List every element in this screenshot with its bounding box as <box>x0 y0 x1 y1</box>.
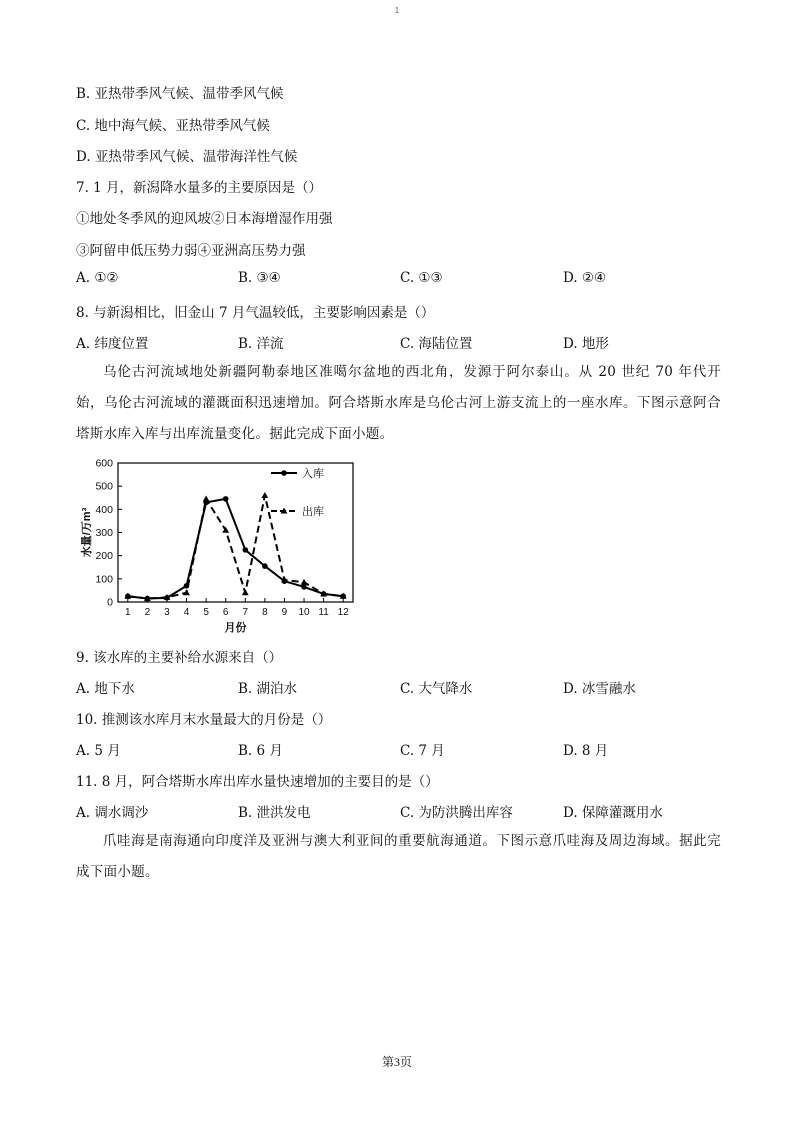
q7-statements-2: ③阿留申低压势力弱④亚洲高压势力强 <box>76 243 306 259</box>
q9-option-a: A. 地下水 <box>76 681 135 697</box>
q10-option-c: C. 7 月 <box>400 743 445 759</box>
legend-label-0: 入库 <box>302 468 324 480</box>
series-1-point <box>203 496 210 502</box>
y-tick-label: 400 <box>95 503 113 516</box>
q11-option-b: B. 泄洪发电 <box>238 805 311 821</box>
x-tick-label: 4 <box>183 607 190 618</box>
series-0-point <box>262 563 268 569</box>
q10-option-a: A. 5 月 <box>76 743 121 759</box>
q10-option-d: D. 8 月 <box>563 743 609 759</box>
q8-option-b: B. 洋流 <box>238 336 284 352</box>
q11-option-a: A. 调水调沙 <box>76 805 149 821</box>
q6-option-c: C. 地中海气候、亚热带季风气候 <box>76 118 270 134</box>
q11-option-c: C. 为防洪腾出库容 <box>400 805 513 821</box>
x-tick-label: 7 <box>242 607 249 618</box>
page-number: 第3页 <box>381 1055 412 1069</box>
x-axis-label: 月份 <box>224 622 247 634</box>
q7-option-a: A. ①② <box>76 270 119 286</box>
y-tick-label: 100 <box>95 573 113 586</box>
q10-option-b: B. 6 月 <box>238 743 283 759</box>
y-tick-label: 500 <box>95 480 113 493</box>
x-tick-label: 2 <box>144 607 151 618</box>
q8-option-c: C. 海陆位置 <box>400 336 473 352</box>
q11-option-d: D. 保障灌溉用水 <box>563 805 663 821</box>
series-1-point <box>242 589 249 595</box>
y-axis-label: 水量/万m³ <box>81 507 93 558</box>
plot-frame <box>118 463 353 602</box>
x-tick-label: 6 <box>222 607 229 618</box>
q7-option-b: B. ③④ <box>238 270 281 286</box>
x-tick-label: 3 <box>164 607 170 618</box>
x-tick-label: 9 <box>281 607 288 618</box>
y-tick-label: 600 <box>95 457 113 470</box>
legend-marker-0 <box>281 470 287 476</box>
q6-option-d: D. 亚热带季风气候、温带海洋性气候 <box>76 149 298 165</box>
x-tick-label: 1 <box>125 607 131 618</box>
q8-option-d: D. 地形 <box>563 336 609 352</box>
y-tick-label: 0 <box>107 596 113 609</box>
series-1-point <box>301 579 308 585</box>
q7-statements-1: ①地处冬季风的迎风坡②日本海增湿作用强 <box>76 211 333 227</box>
legend-label-1: 出库 <box>302 506 324 518</box>
series-0-point <box>301 584 307 590</box>
q6-option-b: B. 亚热带季风气候、温带季风气候 <box>76 86 284 102</box>
passage-java-sea: 爪哇海是南海通向印度洋及亚洲与澳大利亚间的重要航海通道。下图示意爪哇海及周边海域。据此完成下面小题。 <box>76 833 721 880</box>
y-tick-label: 300 <box>95 527 113 539</box>
page-marker-top: 1 <box>394 6 400 15</box>
q7-option-d: D. ②④ <box>563 270 607 286</box>
x-tick-label: 10 <box>298 607 310 618</box>
q7-option-c: C. ①③ <box>400 270 443 286</box>
q7-stem: 7. 1 月，新潟降水量多的主要原因是（） <box>76 180 323 196</box>
q10-stem: 10. 推测该水库月末水量最大的月份是（） <box>76 712 332 728</box>
y-tick-label: 200 <box>95 550 113 563</box>
x-tick-label: 5 <box>203 607 209 618</box>
x-tick-label: 12 <box>337 607 349 618</box>
x-tick-label: 11 <box>318 607 329 618</box>
reservoir-flow-chart <box>78 456 358 634</box>
q9-option-c: C. 大气降水 <box>400 681 473 697</box>
passage-reservoir: 乌伦古河流域地处新疆阿勒泰地区准噶尔盆地的西北角，发源于阿尔泰山。从 20 世纪 70 年代开始，乌伦古河流域的灌溉面积迅速增加。阿合塔斯水库是乌伦古河上游支流上的一座水库。下图示意阿合塔斯水库入库与出库流量变化。据此完成下面小题。 <box>76 364 721 442</box>
series-0-point <box>223 496 229 502</box>
q8-stem: 8. 与新潟相比，旧金山 7 月气温较低，主要影响因素是（） <box>76 305 435 321</box>
series-0-point <box>242 547 248 553</box>
q11-stem: 11. 8 月，阿合塔斯水库出库水量快速增加的主要目的是（） <box>76 774 439 790</box>
q9-stem: 9. 该水库的主要补给水源来自（） <box>76 650 283 666</box>
series-1-point <box>261 492 268 498</box>
x-tick-label: 8 <box>262 607 268 618</box>
q9-option-b: B. 湖泊水 <box>238 681 298 697</box>
q8-option-a: A. 纬度位置 <box>76 336 149 352</box>
q9-option-d: D. 冰雪融水 <box>563 681 636 697</box>
